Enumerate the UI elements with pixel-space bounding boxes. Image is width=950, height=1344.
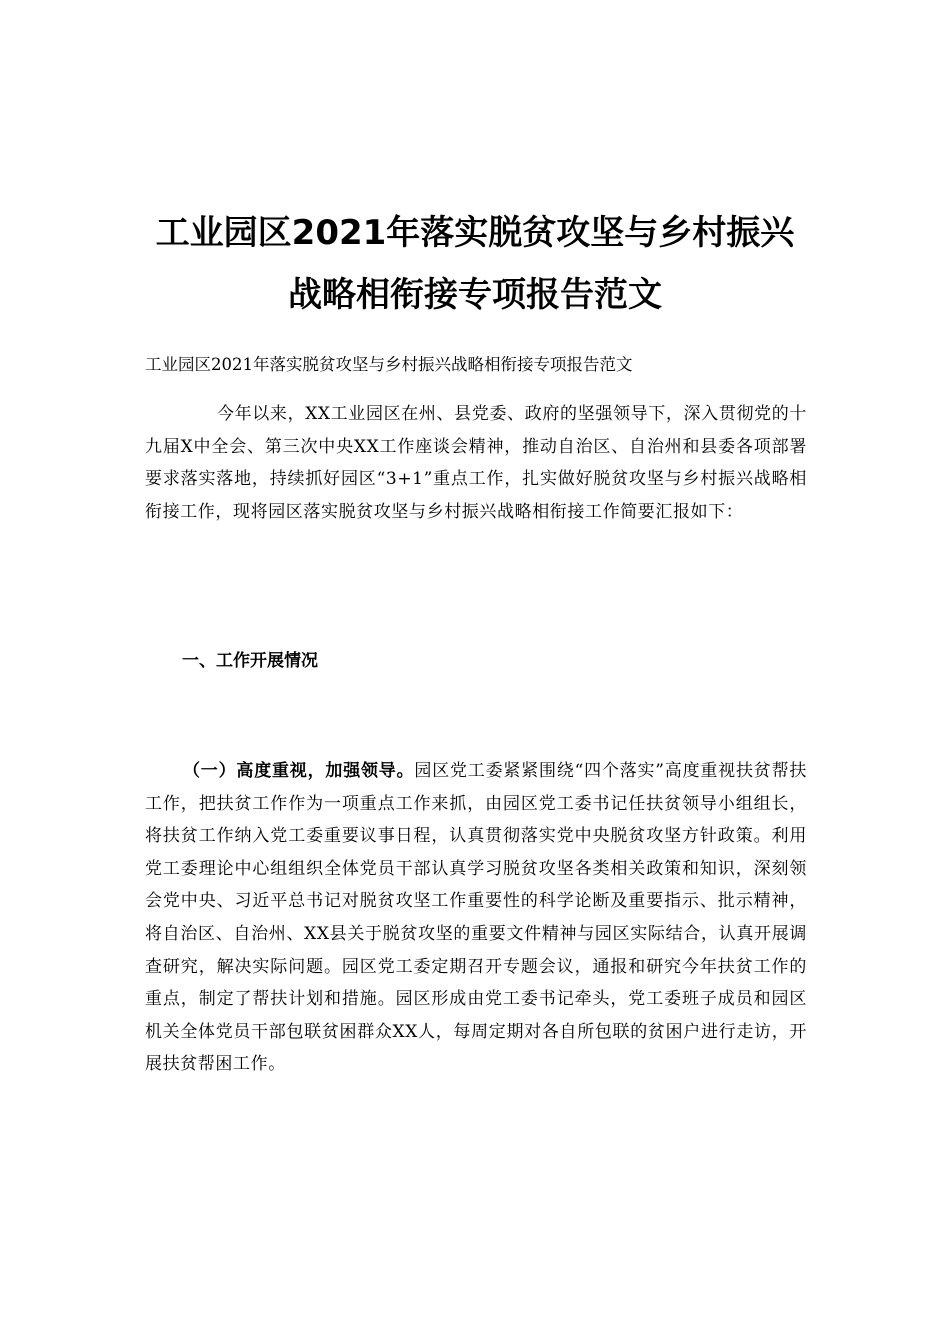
paragraph-lead-text: （一）高度重视，加强领导。	[183, 761, 415, 781]
intro-paragraph: 今年以来，XX工业园区在州、县党委、政府的坚强领导下，深入贯彻党的十九届X中全会、第三次中央XX工作座谈会精神，推动自治区、自治州和县委各项部署要求落实落地，持续抓好园区“3+1”重点工作，扎实做好脱贫攻坚与乡村振兴战略相衔接工作，现将园区落实脱贫攻坚与乡村振兴战略相衔接工作简要汇报如下：	[145, 404, 807, 522]
section-paragraph-leadership	[145, 755, 807, 1081]
paragraph-body-text: 园区党工委紧紧围绕“四个落实”高度重视扶贫帮扶工作，把扶贫工作作为一项重点工作来抓，由园区党工委书记任扶贫领导小组组长，将扶贫工作纳入党工委重要议事日程，认真贯彻落实党中央脱贫攻坚方针政策。利用党工委理论中心组组织全体党员干部认真学习脱贫攻坚各类相关政策和知识，深刻领会党中央、习近平总书记对脱贫攻坚工作重要性的科学论断及重要指示、批示精神，将自治区、自治州、XX县关于脱贫攻坚的重要文件精神与园区实际结合，认真开展调查研究，解决实际问题。园区党工委定期召开专题会议，通报和研究今年扶贫工作的重点，制定了帮扶计划和措施。园区形成由党工委书记牵头，党工委班子成员和园区机关全体党员干部包联贫困群众XX人，每周定期对各自所包联的贫困户进行走访，开展扶贫帮困工作。	[145, 761, 807, 1075]
document-title	[100, 202, 850, 326]
document-subtitle: 工业园区2021年落实脱贫攻坚与乡村振兴战略相衔接专项报告范文	[145, 355, 633, 374]
section-heading-work-progress: 一、工作开展情况	[182, 651, 318, 671]
title-line-2: 战略相衔接专项报告范文	[288, 275, 662, 315]
title-line-1: 工业园区2021年落实脱贫攻坚与乡村振兴	[155, 213, 795, 253]
